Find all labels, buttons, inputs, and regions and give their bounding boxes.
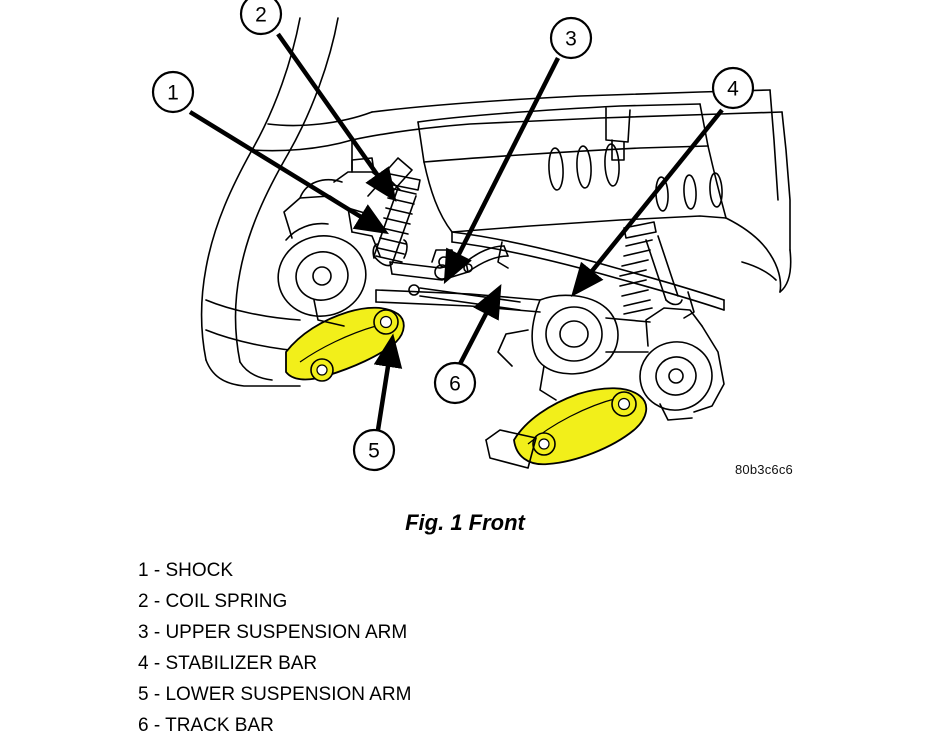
figure-caption: Fig. 1 Front (405, 510, 525, 535)
vehicle-body-artwork (202, 18, 791, 386)
callout-2-label: 2 (255, 3, 267, 27)
legend-item: 4 - STABILIZER BAR (138, 653, 318, 674)
callout-6-label: 6 (449, 372, 461, 396)
legend-item: 5 - LOWER SUSPENSION ARM (138, 684, 412, 705)
leader-5 (378, 360, 389, 430)
leader-1 (190, 112, 366, 220)
legend-item: 1 - SHOCK (138, 560, 234, 581)
leader-4 (588, 110, 722, 276)
callout-4-label: 4 (727, 77, 739, 101)
callout-5 (354, 430, 394, 470)
callout-2 (241, 0, 281, 34)
legend-item: 3 - UPPER SUSPENSION ARM (138, 622, 408, 643)
callout-5-label: 5 (368, 439, 380, 463)
callout-3-label: 3 (565, 27, 577, 51)
callout-1 (153, 72, 193, 112)
legend-item: 2 - COIL SPRING (138, 591, 288, 612)
callout-6 (435, 363, 475, 403)
callout-1-label: 1 (167, 81, 179, 105)
legend-list (138, 555, 738, 741)
callout-4 (713, 68, 753, 108)
legend-item: 6 - TRACK BAR (138, 715, 274, 736)
callout-bubbles (153, 0, 753, 470)
lower-suspension-arm-right-highlight (514, 388, 646, 464)
callout-3 (551, 18, 591, 58)
figure-part-code: 80b3c6c6 (735, 462, 793, 477)
leader-6 (460, 308, 489, 364)
